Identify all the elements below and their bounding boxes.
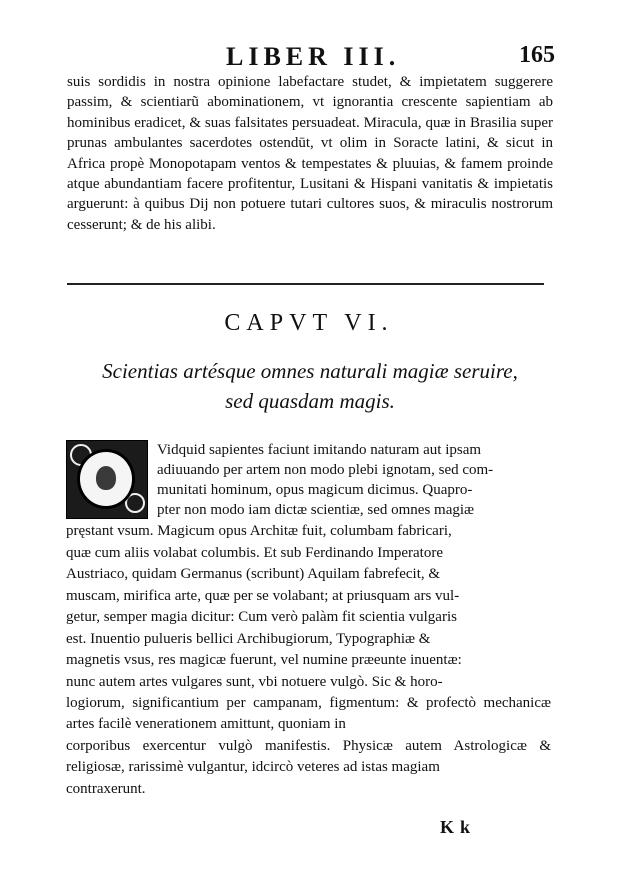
body-line: contraxerunt. — [66, 781, 146, 797]
chapter-title: CAPVT VI. — [224, 310, 394, 336]
body-line: quæ cum aliis volabat columbis. Et sub Ferdinando Imperatore — [66, 545, 444, 561]
page-number: 165 — [519, 42, 555, 68]
body-line: nunc autem artes vulgares sunt, vbi notuere vulgò. Sic & horo- — [66, 674, 443, 690]
horizontal-rule — [67, 283, 544, 285]
decorated-initial-q-icon — [66, 440, 148, 519]
chapter-subtitle-line-2: sed quasdam magis. — [225, 389, 395, 413]
body-line: pręstant vsum. Magicum opus Architæ fuit, columbam fabricari, — [66, 523, 452, 539]
book-title: LIBER III. — [226, 42, 401, 71]
body-line: pter non modo iam dictæ scientiæ, sed omnes magiæ — [157, 502, 475, 518]
body-line: est. Inuentio pulueris bellici Archibugiorum, Typographiæ & — [66, 631, 431, 647]
catchword: Kk — [440, 817, 477, 837]
body-line: magnetis vsus, res magicæ fuerunt, vel numine præeunte inuentæ: — [66, 652, 462, 668]
body-line: adiuuando per artem non modo plebi ignotam, sed com- — [157, 462, 494, 478]
chapter-subtitle-line-1: Scientias artésque omnes naturali magiæ seruire, — [102, 359, 518, 383]
running-head — [0, 42, 618, 76]
body-line: munitati hominum, opus magicum dicimus. Quapro- — [157, 482, 473, 498]
body-line: muscam, mirifica arte, quæ per se volabant; at priusquam ars vul- — [66, 588, 460, 604]
top-paragraph: suis sordidis in nostra opinione labefactare studet, & impietatem suggerere passim, & scientiarũ abominationem, vt ignorantia crescente sapientiam ab hominibus eradicet, & suas falsitates persuadeat. Miracula, quæ in Brasilia super prunas ambulantes sacerdotes ostendūt, vt olim in Soracte latini, & sicut in Africa propè Monopotapam ventos & tempestates & pluuias, & famem proinde atque abundantiam facere profitentur, Lusitani & Hispani vanitatis & impietatis arguerunt: à quibus Dij non potuere tutari cultores suos, & miraculis nostrorum cesserunt; & de his alibi. — [67, 74, 553, 233]
chapter-subtitle — [90, 356, 530, 416]
body-line: Vidquid sapientes faciunt imitando naturam aut ipsam — [157, 442, 482, 458]
body-line: Austriaco, quidam Germanus (scribunt) Aquilam fabrefecit, & — [66, 566, 441, 582]
body-line: logiorum, significantium per campanam, figmentum: & profectò mechanicæ artes facilè venerationem amittunt, quoniam in — [66, 695, 551, 732]
body-line: getur, semper magia dicitur: Cum verò palàm fit scientia vulgaris — [66, 609, 457, 625]
body-line: corporibus exercentur vulgò manifestis. Physicæ autem Astrologicæ & religiosæ, rarissimè vulgantur, idcircò veteres ad istas magiam — [66, 738, 551, 775]
